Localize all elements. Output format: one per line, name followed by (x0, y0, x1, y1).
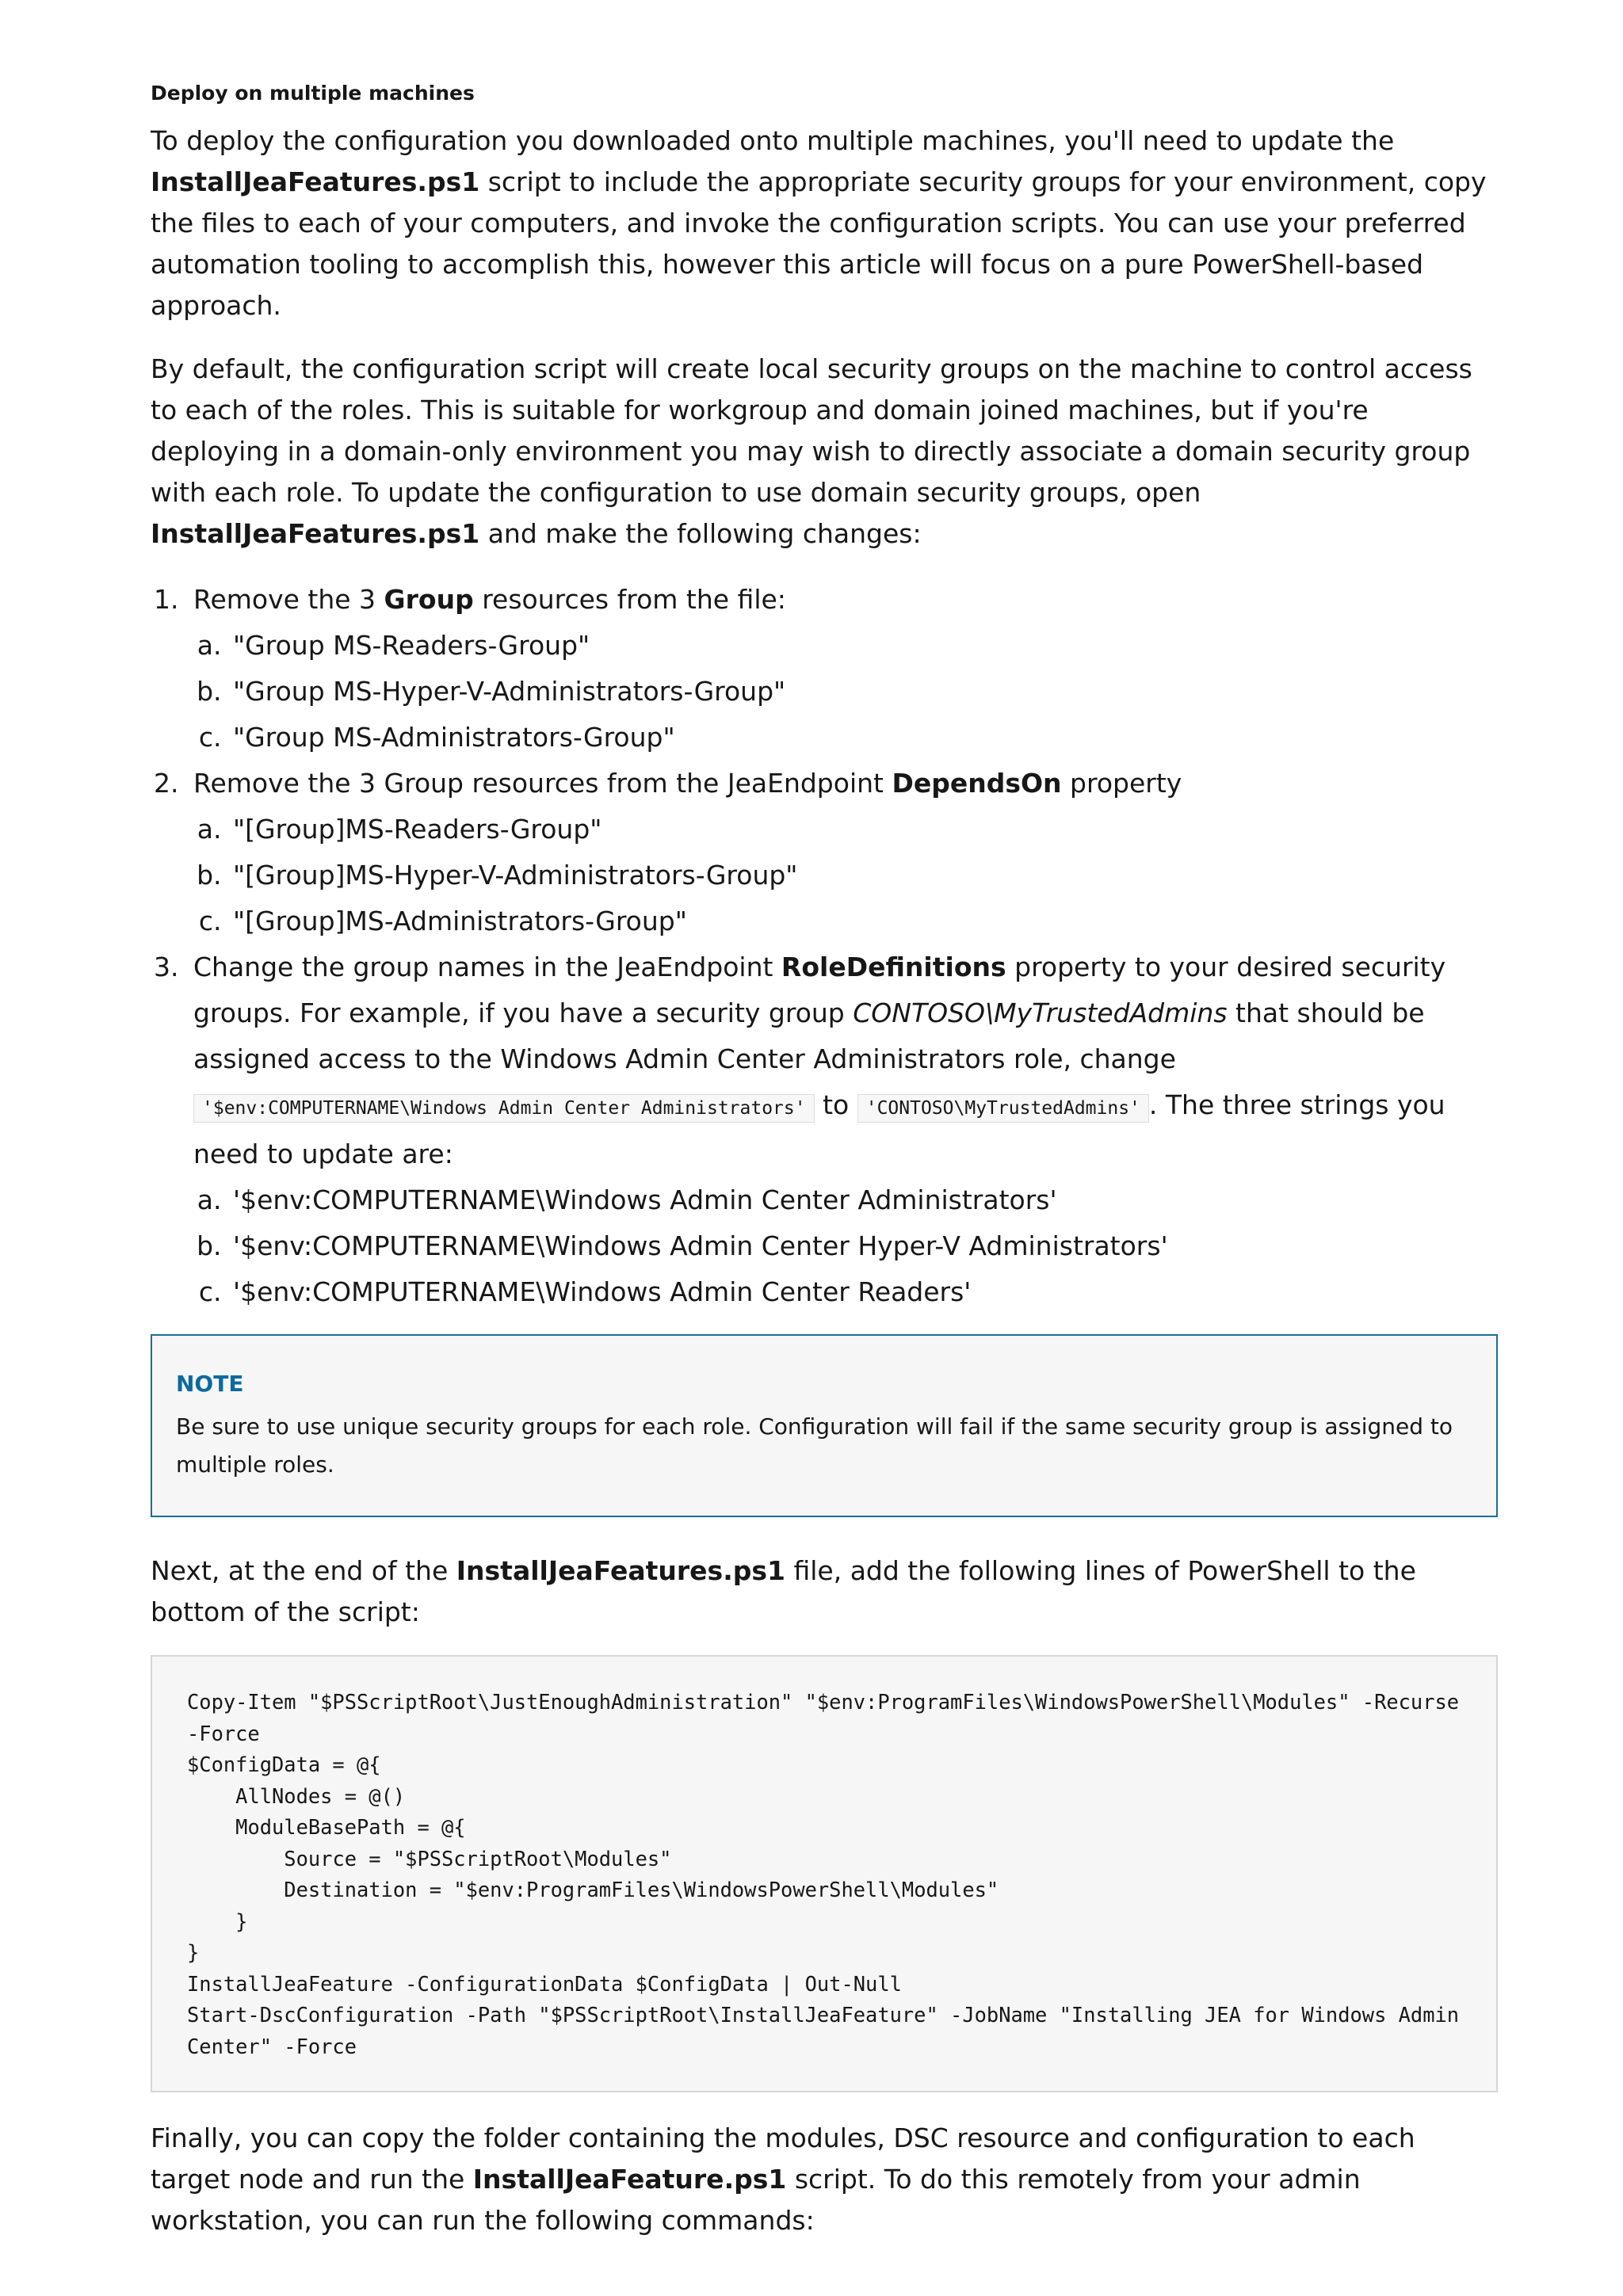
article-content (151, 76, 1498, 2264)
step-1-text-end: resources from the file: (473, 584, 786, 615)
default-config-text-end: and make the following changes: (479, 518, 922, 549)
final-paragraph (151, 2118, 1498, 2241)
next-step-text-end: file, add the following lines of PowerShell to the bottom of the script: (151, 1555, 1416, 1627)
next-step-text: Next, at the end of the (151, 1555, 456, 1586)
final-text: Finally, you can copy the folder containing the modules, DSC resource and configuration to each target node and run the (151, 2122, 1415, 2195)
list-item: b. "[Group]MS-Hyper-V-Administrators-Group" (230, 852, 1498, 898)
intro-text-end: script to include the appropriate security groups for your environment, copy the files to each of your computers, and invoke the configuration scripts. You can use your preferred automation tooling to accomplish this, however this article will focus on a pure PowerShell-based approach. (151, 166, 1487, 321)
intro-paragraph (151, 120, 1498, 326)
step-3 (187, 944, 1498, 1315)
list-item: c. "[Group]MS-Administrators-Group" (230, 898, 1498, 944)
list-item: a. '$env:COMPUTERNAME\Windows Admin Center Administrators' (230, 1177, 1498, 1223)
script-name: InstallJeaFeatures.ps1 (151, 518, 480, 549)
step-3-text-mid: to (814, 1089, 857, 1120)
step-2-text: Remove the 3 Group resources from the JeaEndpoint (193, 768, 892, 799)
inline-code-replacement: 'CONTOSO\MyTrustedAdmins' (857, 1094, 1149, 1123)
default-config-text: By default, the configuration script will create local security groups on the machine to control access to each of the roles. This is suitable for workgroup and domain joined machines, but if you're deploying in a domain-only environment you may wish to directly associate a domain security group with each role. To update the configuration to use domain security groups, open (151, 353, 1472, 508)
step-3-text-mid: property to your desired security groups. For example, if you have a security group (193, 952, 1446, 1028)
step-3-text-mid: that should be assigned access to the Windows Admin Center Administrators role, change (193, 997, 1425, 1074)
step-2 (187, 761, 1498, 944)
step-2-items (193, 807, 1498, 944)
final-text-end: script. To do this remotely from your admin workstation, you can run the following commands: (151, 2164, 1361, 2236)
note-callout (151, 1334, 1498, 1517)
step-1-items (193, 623, 1498, 761)
list-item: c. "Group MS-Administrators-Group" (230, 715, 1498, 761)
step-3-keyword: RoleDefinitions (781, 952, 1006, 982)
inline-code-original: '$env:COMPUTERNAME\Windows Admin Center Administrators' (193, 1094, 815, 1123)
list-item: a. "Group MS-Readers-Group" (230, 623, 1498, 669)
step-1-text: Remove the 3 (193, 584, 384, 615)
step-3-text-end: . The three strings you need to update are: (193, 1089, 1445, 1169)
changes-list (151, 577, 1498, 1315)
example-group-name: CONTOSO\MyTrustedAdmins (853, 997, 1228, 1028)
script-name: InstallJeaFeatures.ps1 (151, 166, 480, 197)
section-heading: Deploy on multiple machines (151, 82, 475, 105)
step-3-text: Change the group names in the JeaEndpoint (193, 952, 781, 982)
next-step-paragraph (151, 1550, 1498, 1633)
step-2-text-end: property (1061, 768, 1182, 799)
list-item: c. '$env:COMPUTERNAME\Windows Admin Center Readers' (230, 1269, 1498, 1315)
list-item: b. '$env:COMPUTERNAME\Windows Admin Center Hyper-V Administrators' (230, 1223, 1498, 1269)
note-body: Be sure to use unique security groups for each role. Configuration will fail if the same security group is assigned to multiple roles. (176, 1413, 1453, 1478)
script-name: InstallJeaFeature.ps1 (472, 2164, 787, 2195)
step-2-keyword: DependsOn (892, 768, 1062, 799)
step-3-items (193, 1177, 1498, 1315)
powershell-code-block[interactable]: Copy-Item "$PSScriptRoot\JustEnoughAdministration" "$env:ProgramFiles\WindowsPowerShell\Modules" -Recurse -Force $ConfigData = @{ AllNodes = @() ModuleBasePath = @{ Source = "$PSScriptRoot\Modules" Destination = "$env:ProgramFiles\WindowsPowerShell\Modules" } } InstallJeaFeature -ConfigurationData $ConfigData | Out-Null Start-DscConfiguration -Path "$PSScriptRoot\InstallJeaFeature" -JobName "Installing JEA for Windows Admin Center" -Force (151, 1655, 1498, 2092)
list-item: a. "[Group]MS-Readers-Group" (230, 807, 1498, 852)
script-name: InstallJeaFeatures.ps1 (456, 1555, 785, 1586)
step-1 (187, 577, 1498, 761)
default-config-paragraph (151, 349, 1498, 555)
note-title: NOTE (176, 1371, 244, 1397)
intro-text: To deploy the configuration you downloaded onto multiple machines, you'll need to update the (151, 125, 1395, 156)
list-item: b. "Group MS-Hyper-V-Administrators-Group" (230, 669, 1498, 715)
step-1-keyword: Group (384, 584, 474, 615)
